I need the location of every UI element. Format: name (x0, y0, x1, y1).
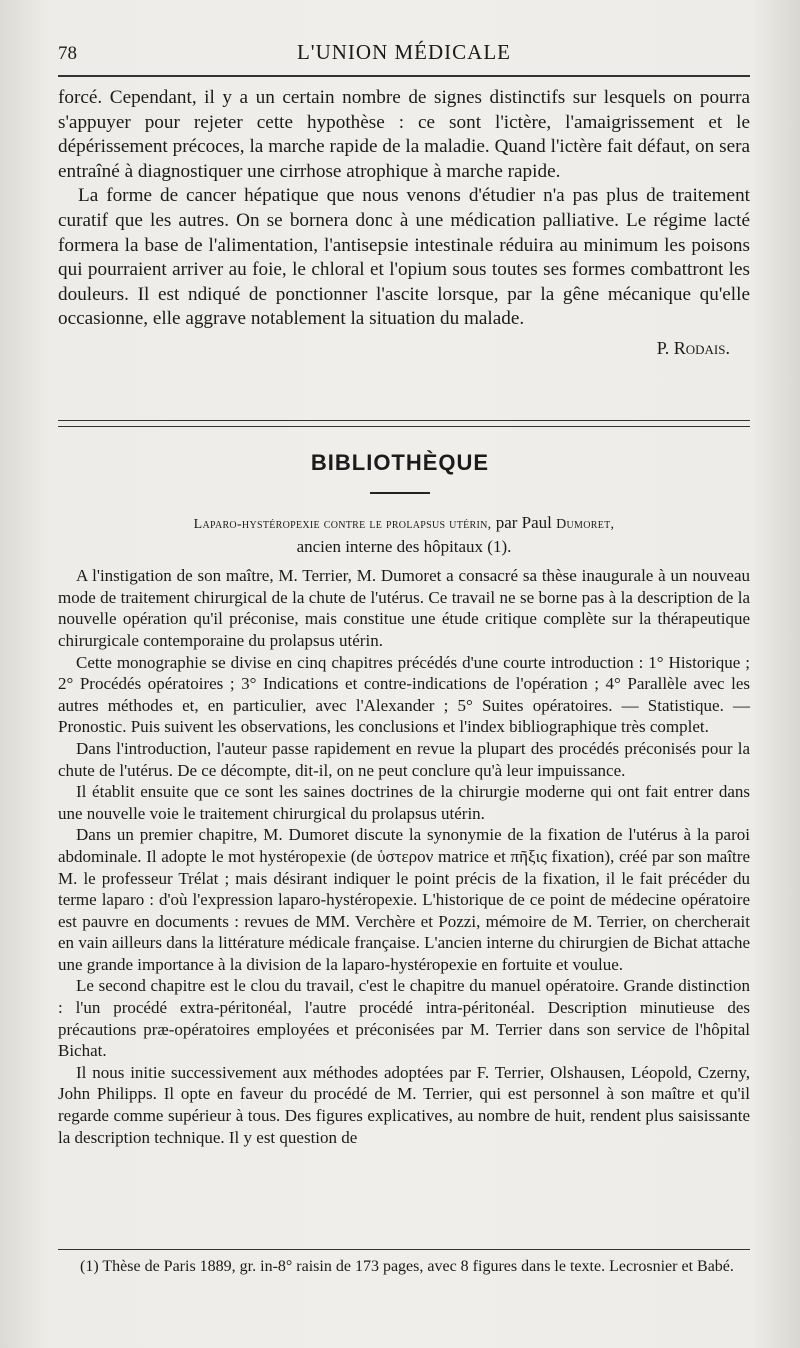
page-header (58, 40, 750, 70)
review-paragraph: Dans l'introduction, l'auteur passe rapidement en revue la plupart des procédés préconisés pour la chute de l'utérus. De ce décompte, dit-il, on ne peut conclure qu'à leur impuissance. (58, 738, 750, 780)
title-rule (370, 492, 430, 494)
paragraph: La forme de cancer hépatique que nous venons d'étudier n'a pas plus de traitement curatif que les autres. On se bornera donc à une médication palliative. Le régime lacté formera la base de l'alimentation, l'antisepsie intestinale réduira au minimum les poisons qui pourraient arriver au foie, le chloral et l'opium sous toutes ses formes combattront les douleurs. Il est ndiqué de ponctionner l'ascite lorsque, par la gêne mécanique qu'elle occasionne, elle aggrave notablement la situation du malade. (58, 185, 750, 330)
review-paragraph: Cette monographie se divise en cinq chapitres précédés d'une courte introduction : 1° Historique ; 2° Procédés opératoires ; 3° Indications et contre-indications de l'opération ; 4° Parallèle avec les autres méthodes et, en particulier, avec l'Alexander ; 5° Suites opératoires. — Statistique. — Pronostic. Puis suivent les observations, les conclusions et l'index bibliographique très complet. (58, 652, 750, 737)
book-reference: Laparo-hystéropexie contre le prolapsus utérin, par Paul Dumoret, ancien interne des hôpitaux (1). (193, 513, 615, 556)
header-rule (58, 75, 750, 77)
book-author: Dumoret, (556, 517, 615, 532)
review-paragraph: Il nous initie successivement aux méthodes adoptées par F. Terrier, Olshausen, Léopold, Czerny, John Philipps. Il opte en faveur du procédé de M. Terrier, qui est personnel à son maître et qu'il regarde comme supérieur à tous. Des figures explicatives, au nombre de huit, rendent plus saisissante la description technique. Il y est question de (58, 1062, 750, 1147)
article-author: P. Rodais. (656, 337, 730, 358)
book-review (58, 512, 750, 1148)
footnote-rule (58, 1249, 750, 1250)
section-divider (58, 426, 750, 427)
footnote: (1) Thèse de Paris 1889, gr. in-8° raisin de 173 pages, avec 8 figures dans le texte. Lecrosnier et Babé. (80, 1258, 734, 1275)
book-author-desc: ancien interne des hôpitaux (1). (296, 536, 512, 556)
section-title: BIBLIOTHÈQUE (310, 450, 490, 475)
review-paragraph: Il établit ensuite que ce sont les saines doctrines de la chirurgie moderne qui ont fait entrer dans une nouvelle voie le traitement chirurgical du prolapsus utérin. (58, 782, 750, 823)
section-divider (58, 420, 750, 421)
book-title: Laparo-hystéropexie contre le prolapsus utérin, (193, 517, 492, 532)
article-conclusion (58, 86, 750, 361)
review-paragraph: Dans un premier chapitre, M. Dumoret discute la synonymie de la fixation de l'utérus à la paroi abdominale. Il adopte le mot hystéropexie (de ὑστερον matrice et πῆξις fixation), créé par son maître M. le professeur Trélat ; mais désirant indiquer le point précis de la fixation, il le fait précéder du terme laparo : d'où l'expression laparo-hystéropexie. L'historique de ce point de médecine opératoire est pauvre en documents : revues de MM. Verchère et Pozzi, mémoire de M. Terrier, on chercherait en vain ailleurs dans la littérature médicale française. L'ancien interne du chirurgien de Bichat attache une grande importance à la division de la laparo-hystéropexie en fortuite et voulue. (58, 825, 750, 974)
running-title: L'UNION MÉDICALE (296, 40, 511, 64)
review-paragraph: Le second chapitre est le clou du travail, c'est le chapitre du manuel opératoire. Grande distinction : l'un procédé extra-péritonéal, l'autre procédé intra-péritonéal. Description minutieuse des précautions præ-opératoires employées et préconisées par M. Terrier dans son service de l'hôpital Bichat. (58, 976, 750, 1061)
review-paragraph: A l'instigation de son maître, M. Terrier, M. Dumoret a consacré sa thèse inaugurale à un nouveau mode de traitement chirurgical de la chute de l'utérus. Ce travail ne se borne pas à la description de la nouvelle opération qu'il préconise, mais constitue une étude critique complète sur la thérapeutique chirurgicale contemporaine du prolapsus utérin. (58, 566, 750, 650)
paragraph: forcé. Cependant, il y a un certain nombre de signes distinctifs sur lesquels on pourra s'appuyer pour rejeter cette hypothèse : ce sont l'ictère, l'amaigrissement et le dépérissement précoces, la marche rapide de la maladie. Quand l'ictère fait défaut, on sera entraîné à diagnostiquer une cirrhose atrophique à marche rapide. (58, 87, 750, 182)
page-number: 78 (58, 43, 77, 64)
